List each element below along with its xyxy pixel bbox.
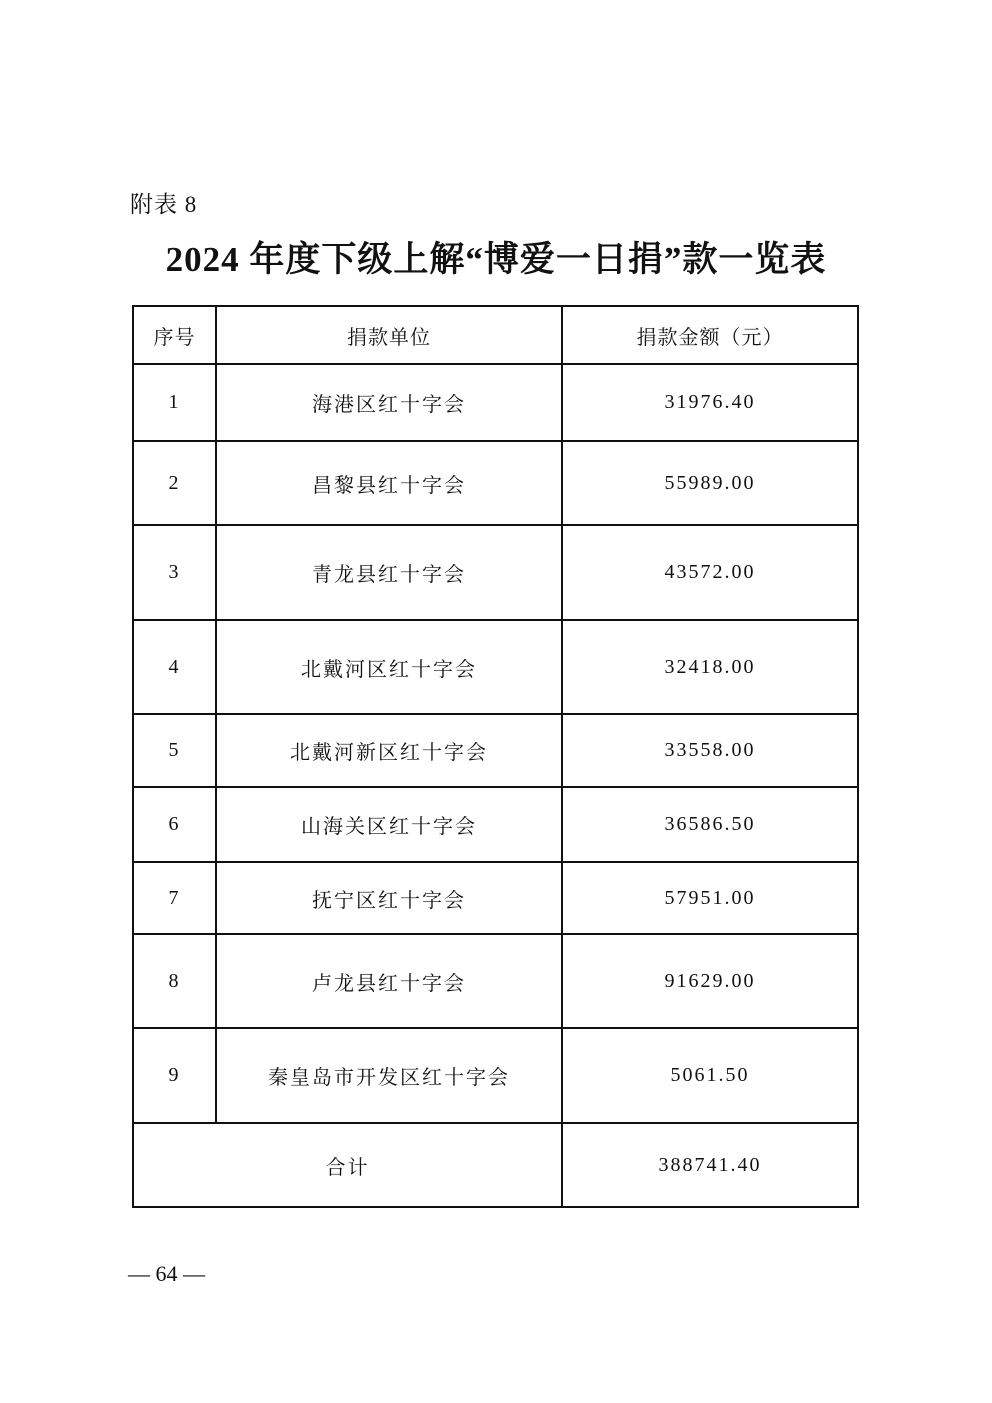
row-number: 8 [133,934,216,1028]
table-row [133,1028,858,1123]
row-number: 2 [133,441,216,525]
table-row [133,441,858,525]
table-row [133,934,858,1028]
row-unit: 秦皇岛市开发区红十字会 [216,1028,562,1123]
row-amount: 91629.00 [562,934,858,1028]
table-row [133,525,858,620]
row-number: 9 [133,1028,216,1123]
row-amount: 33558.00 [562,714,858,787]
total-amount: 388741.40 [562,1123,858,1207]
row-number: 5 [133,714,216,787]
row-unit: 北戴河区红十字会 [216,620,562,714]
header-donor-unit: 捐款单位 [216,306,562,364]
donation-table [132,305,859,1208]
row-amount: 36586.50 [562,787,858,862]
row-number: 7 [133,862,216,934]
row-number: 3 [133,525,216,620]
row-amount: 5061.50 [562,1028,858,1123]
table-row [133,862,858,934]
table-header-row [133,306,858,364]
row-amount: 43572.00 [562,525,858,620]
table-row [133,787,858,862]
row-unit: 卢龙县红十字会 [216,934,562,1028]
row-amount: 55989.00 [562,441,858,525]
row-unit: 海港区红十字会 [216,364,562,441]
row-number: 6 [133,787,216,862]
page-number: — 64 — [128,1261,205,1286]
table-row [133,364,858,441]
row-amount: 57951.00 [562,862,858,934]
row-unit: 山海关区红十字会 [216,787,562,862]
table-row [133,714,858,787]
table-row [133,620,858,714]
total-label: 合计 [133,1123,562,1207]
row-number: 4 [133,620,216,714]
row-amount: 31976.40 [562,364,858,441]
row-unit: 抚宁区红十字会 [216,862,562,934]
appendix-label: 附表 8 [130,192,198,217]
page-title: 2024 年度下级上解“博爱一日捐”款一览表 [165,240,827,279]
row-amount: 32418.00 [562,620,858,714]
row-unit: 昌黎县红十字会 [216,441,562,525]
total-row [133,1123,858,1207]
row-number: 1 [133,364,216,441]
row-unit: 青龙县红十字会 [216,525,562,620]
header-donation-amount: 捐款金额（元） [562,306,858,364]
row-unit: 北戴河新区红十字会 [216,714,562,787]
header-serial-number: 序号 [133,306,216,364]
